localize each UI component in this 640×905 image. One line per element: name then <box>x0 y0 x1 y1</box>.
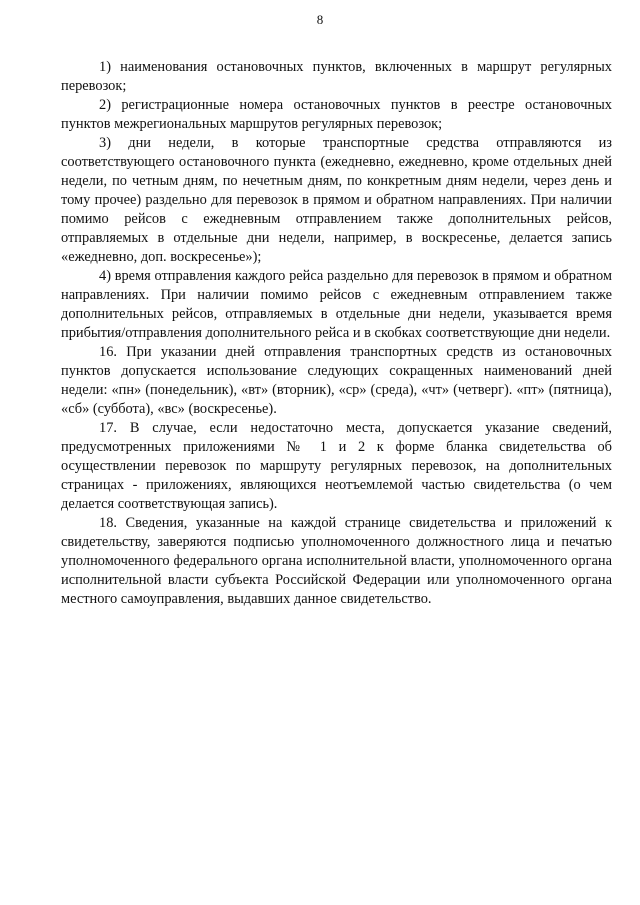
clause-18-certification: 18. Сведения, указанные на каждой странице свидетельства и приложений к свидетельству, заверяются подписью уполномоченного должностного лица и печатью уполномоченного федерального органа исполнительной власти, уполномоченного органа исполнительной власти субъекта Российской Федерации или уполномоченного органа местного самоуправления, выдавших данное свидетельство. <box>61 515 612 607</box>
page-number: 8 <box>316 12 324 27</box>
list-item-days-of-week: 3) дни недели, в которые транспортные средства отправляются из соответствующего остановочного пункта (ежедневно, ежедневно, кроме отдельных дней недели, по четным дням, по нечетным дням, по конкретным дням недели, через день и тому прочее) раздельно для перевозок в прямом и обратном направлениях. При наличии помимо рейсов с ежедневным отправлением также дополнительных рейсов, отправляемых в отдельные дни недели, например, в воскресенье, делается запись «ежедневно, доп. воскресенье»); <box>61 135 612 265</box>
list-item-stop-names: 1) наименования остановочных пунктов, включенных в маршрут регулярных перевозок; <box>61 59 612 94</box>
clause-17-additional-pages: 17. В случае, если недостаточно места, допускается указание сведений, предусмотренных приложениями № 1 и 2 к форме бланка свидетельства об осуществлении перевозок по маршруту регулярных перевозок, на дополнительных страницах - приложениях, являющихся неотъемлемой частью свидетельства (о чем делается соответствующая запись). <box>61 420 612 512</box>
list-item-registration-numbers: 2) регистрационные номера остановочных пунктов в реестре остановочных пунктов межрегиональных маршрутов регулярных перевозок; <box>61 97 612 132</box>
document-body <box>61 58 612 609</box>
list-item-departure-times: 4) время отправления каждого рейса раздельно для перевозок в прямом и обратном направлениях. При наличии помимо рейсов с ежедневным отправлением также дополнительных рейсов, отправляемых в отдельные дни недели, указывается время прибытия/отправления дополнительного рейса и в скобках соответствующие дни недели. <box>61 268 612 341</box>
clause-16-day-abbreviations: 16. При указании дней отправления транспортных средств из остановочных пунктов допускается использование следующих сокращенных наименований дней недели: «пн» (понедельник), «вт» (вторник), «ср» (среда), «чт» (четверг). «пт» (пятница), «сб» (суббота), «вс» (воскресенье). <box>61 344 612 417</box>
